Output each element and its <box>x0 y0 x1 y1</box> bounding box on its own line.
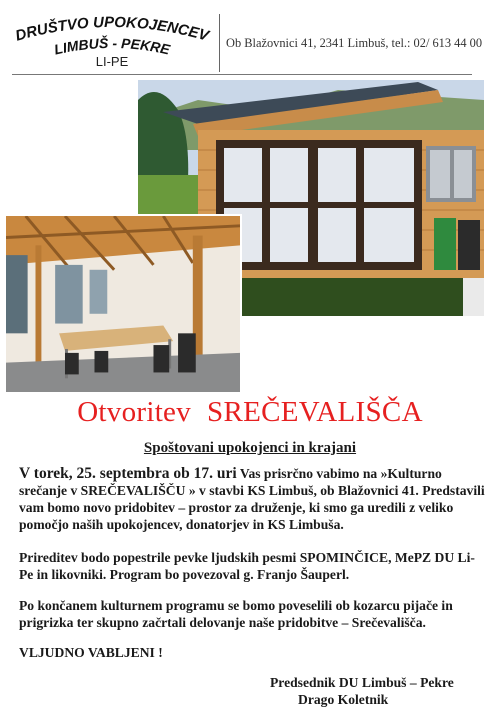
signature-block <box>270 674 480 708</box>
interior-photo <box>4 214 242 394</box>
header-divider-vertical <box>219 14 220 72</box>
invitation-paragraph <box>19 465 489 533</box>
welcome-line: VLJUDNO VABLJENI ! <box>19 645 163 660</box>
org-logo <box>12 6 212 74</box>
program-paragraph: Prireditev bodo popestrile pevke ljudskih pesmi SPOMINČICE, MePZ DU Li-Pe in likovniki. Program bo povezoval g. Franjo Šauperl. <box>19 550 475 582</box>
event-datetime: V torek, 25. septembra ob 17. uri <box>19 465 237 482</box>
org-address: Ob Blažovnici 41, 2341 Limbuš, tel.: 02/ 613 44 00 <box>226 36 483 50</box>
org-name-line1: DRUŠTVO UPOKOJENCEV <box>13 13 211 45</box>
event-title-word2: SREČEVALIŠČA <box>207 396 423 428</box>
header-divider-horizontal <box>12 74 472 75</box>
closing-paragraph: Po končanem kulturnem programu se bomo poveselili ob kozarcu pijače in prigrizka ter skupno začrtali delovanje naše pridobitve – Srečevališča. <box>19 598 453 630</box>
org-short-name: LI-PE <box>95 54 129 69</box>
signature-name: Drago Koletnik <box>298 692 389 707</box>
event-title-word1: Otvoritev <box>77 396 192 428</box>
org-name-line2: LIMBUŠ - PEKRE <box>52 34 172 58</box>
event-title <box>0 396 500 429</box>
signature-role: Predsednik DU Limbuš – Pekre <box>270 675 454 690</box>
invitation-text: Vas prisrčno vabimo na »Kulturno srečanje v SREČEVALIŠČU » v stavbi KS Limbuš, ob Blažovnici 41. Predstavili vam bomo novo pridobitev – prostor za druženje, ki smo ga uredili z veliko pomočjo naših upokojencev, donatorjev in KS Limbuša. <box>19 466 485 532</box>
greeting-heading: Spoštovani upokojenci in krajani <box>143 440 357 456</box>
